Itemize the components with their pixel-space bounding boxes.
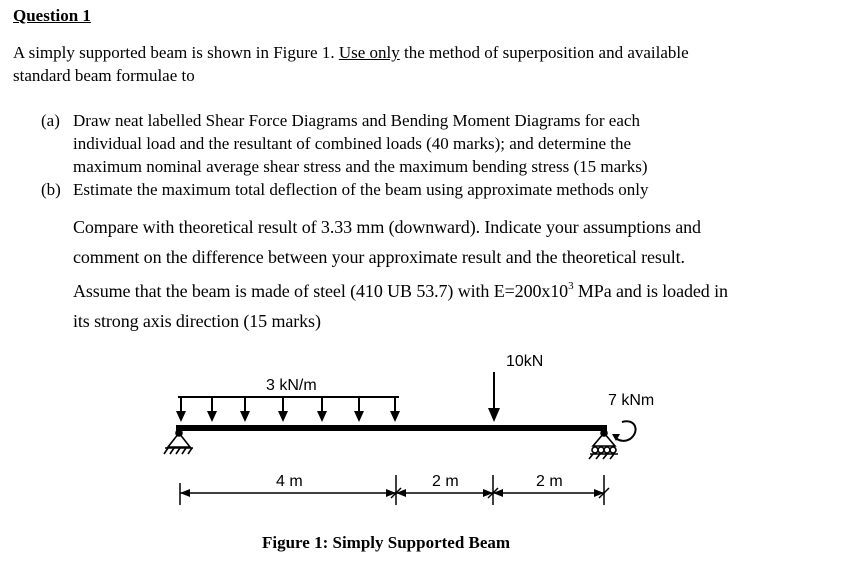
instructions-paragraph: Compare with theoretical result of 3.33 mm (downward). Indicate your assumptions and comment on the difference between your approximate result and the theoretical result. Assume that the beam is made of steel (410 UB 53.7) with $E=200x10^3$ MPa and is loaded in its strong axis direction (15 marks)	[73, 217, 728, 331]
part-a-text: Draw neat labelled Shear Force Diagrams and Bending Moment Diagrams for each individual load and the resultant of combined loads (40 marks); and determine the maximum nominal average shear stress and the maximum bending stress (15 marks)	[73, 111, 648, 176]
dim-label-4m: 4 m	[276, 473, 303, 490]
beam	[176, 425, 607, 431]
part-b-label: (b)	[41, 180, 61, 199]
use-only-emphasis: Use only	[338, 43, 400, 62]
point-load-label: 10kN	[506, 353, 544, 370]
intro-line-2: standard beam formulae to	[13, 66, 195, 85]
moment-label: 7 kNm	[608, 392, 655, 409]
part-b-text: Estimate the maximum total deflection of the beam using approximate methods only	[73, 180, 649, 199]
moment-arrow	[612, 421, 636, 441]
intro-line-1: A simply supported beam is shown in Figure 1. Use only the method of superposition and available	[13, 43, 689, 62]
dim-label-2m-a: 2 m	[432, 473, 459, 490]
dim-label-2m-b: 2 m	[536, 473, 563, 490]
udl-arrows	[176, 397, 400, 422]
pin-support	[164, 430, 193, 454]
question-title: Question 1	[13, 6, 91, 25]
figure-caption: Figure 1: Simply Supported Beam	[262, 533, 511, 552]
udl-label: 3 kN/m	[266, 377, 317, 394]
part-a-label: (a)	[41, 111, 60, 130]
point-load-arrow	[488, 372, 500, 422]
